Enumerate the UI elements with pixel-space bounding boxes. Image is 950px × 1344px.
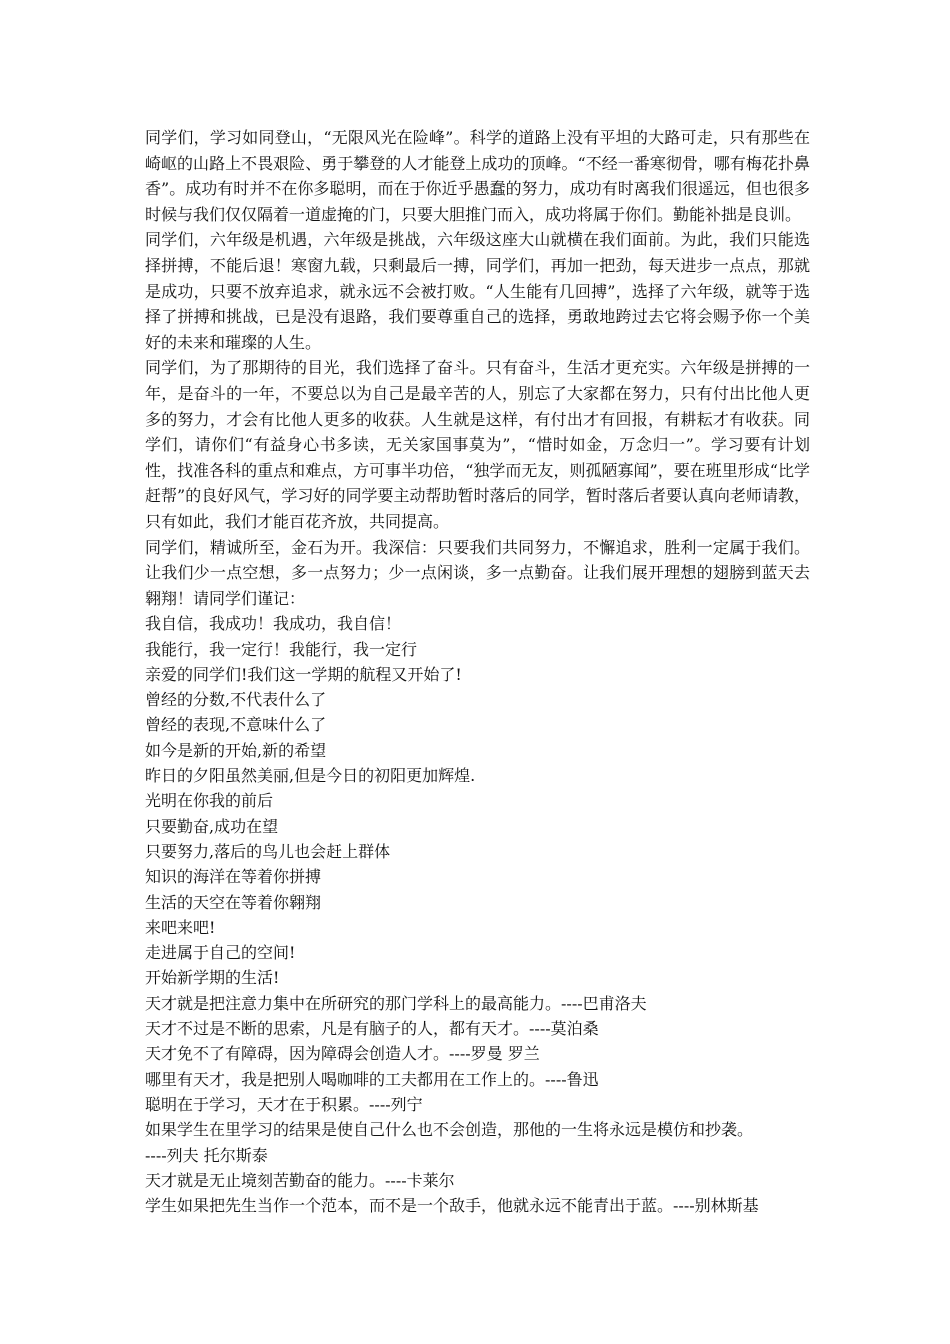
- quote-attribution: ----列夫 托尔斯泰: [145, 1145, 268, 1165]
- text-line: 走进属于自己的空间!: [145, 943, 296, 963]
- text-line: 开始新学期的生活!: [145, 968, 280, 988]
- text-line: 来吧来吧!: [145, 917, 216, 937]
- quote-line: 天才就是把注意力集中在所研究的那门学科上的最高能力。----巴甫洛夫: [145, 993, 647, 1013]
- document-page: [145, 125, 810, 1218]
- text-line: 曾经的分数,不代表什么了: [145, 690, 327, 710]
- text-line: 只要努力,落后的鸟儿也会赶上群体: [145, 841, 391, 861]
- verse-and-quotes: [145, 611, 810, 1218]
- paragraph-struggle: 同学们，为了那期待的目光，我们选择了奋斗。只有奋斗，生活才更充实。六年级是拼搏的一年，是奋斗的一年，不要总以为自己是最辛苦的人，别忘了大家都在努力，只有付出比他人更多的努力，才会有比他人更多的收获。人生就是这样，有付出才有回报，有耕耘才有收获。同学们，请你们“有益身心书多读，无关家国事莫为”，“惜时如金，万念归一”。学习要有计划性，找准各科的重点和难点，方可事半功倍，“独学而无友，则孤陋寡闻”，要在班里形成“比学赶帮”的良好风气，学习好的同学要主动帮助暂时落后的同学，暂时落后者要认真向老师请教，只有如此，我们才能百花齐放，共同提高。: [145, 358, 810, 531]
- quote-line: 哪里有天才，我是把别人喝咖啡的工夫都用在工作上的。----鲁迅: [145, 1069, 599, 1089]
- text-line: 生活的天空在等着你翱翔: [145, 892, 322, 912]
- text-line: 光明在你我的前后: [145, 791, 274, 811]
- text-line: 如今是新的开始,新的希望: [145, 740, 327, 760]
- quote-line: 天才就是无止境刻苦勤奋的能力。----卡莱尔: [145, 1170, 455, 1190]
- quote-line: 聪明在于学习，天才在于积累。----列宁: [145, 1094, 423, 1114]
- text-line: 知识的海洋在等着你拼搏: [145, 867, 322, 887]
- text-line: 我能行，我一定行！我能行，我一定行: [145, 639, 418, 659]
- text-line: 曾经的表现,不意味什么了: [145, 715, 327, 735]
- text-line: 我自信，我成功！我成功，我自信！: [145, 614, 402, 634]
- paragraph-sincerity: 同学们，精诚所至，金石为开。我深信：只要我们共同努力，不懈追求，胜利一定属于我们。让我们少一点空想，多一点努力；少一点闲谈，多一点勤奋。让我们展开理想的翅膀到蓝天去翱翔！请同学们谨记：: [145, 537, 810, 608]
- quote-line: 天才免不了有障碍，因为障碍会创造人才。----罗曼 罗兰: [145, 1044, 540, 1064]
- quote-line: 如果学生在里学习的结果是使自己什么也不会创造，那他的一生将永远是模仿和抄袭。: [145, 1120, 754, 1140]
- quote-line: 天才不过是不断的思索，凡是有脑子的人，都有天才。----莫泊桑: [145, 1019, 599, 1039]
- paragraph-sixth-grade: 同学们，六年级是机遇，六年级是挑战，六年级这座大山就横在我们面前。为此，我们只能选择拼搏，不能后退！寒窗九载，只剩最后一搏，同学们，再加一把劲，每天进步一点点，那就是成功，只要不放弃追求，就永远不会被打败。“人生能有几回搏”，选择了六年级，就等于选择了拼搏和挑战，已是没有退路，我们要尊重自己的选择，勇敢地跨过去它将会赐予你一个美好的未来和璀璨的人生。: [145, 230, 810, 352]
- quote-line: 学生如果把先生当作一个范本，而不是一个敌手，他就永远不能青出于蓝。----别林斯基: [145, 1196, 759, 1216]
- text-line: 亲爱的同学们!我们这一学期的航程又开始了!: [145, 664, 462, 684]
- text-line: 只要勤奋,成功在望: [145, 816, 279, 836]
- text-line: 昨日的夕阳虽然美丽,但是今日的初阳更加辉煌.: [145, 766, 476, 786]
- paragraph-climbing: 同学们，学习如同登山，“无限风光在险峰”。科学的道路上没有平坦的大路可走，只有那些在崎岖的山路上不畏艰险、勇于攀登的人才能登上成功的顶峰。“不经一番寒彻骨，哪有梅花扑鼻香”。成功有时并不在你多聪明，而在于你近乎愚蠢的努力，成功有时离我们很遥远，但也很多时候与我们仅仅隔着一道虚掩的门，只要大胆推门而入，成功将属于你们。勤能补拙是良训。: [145, 128, 810, 224]
